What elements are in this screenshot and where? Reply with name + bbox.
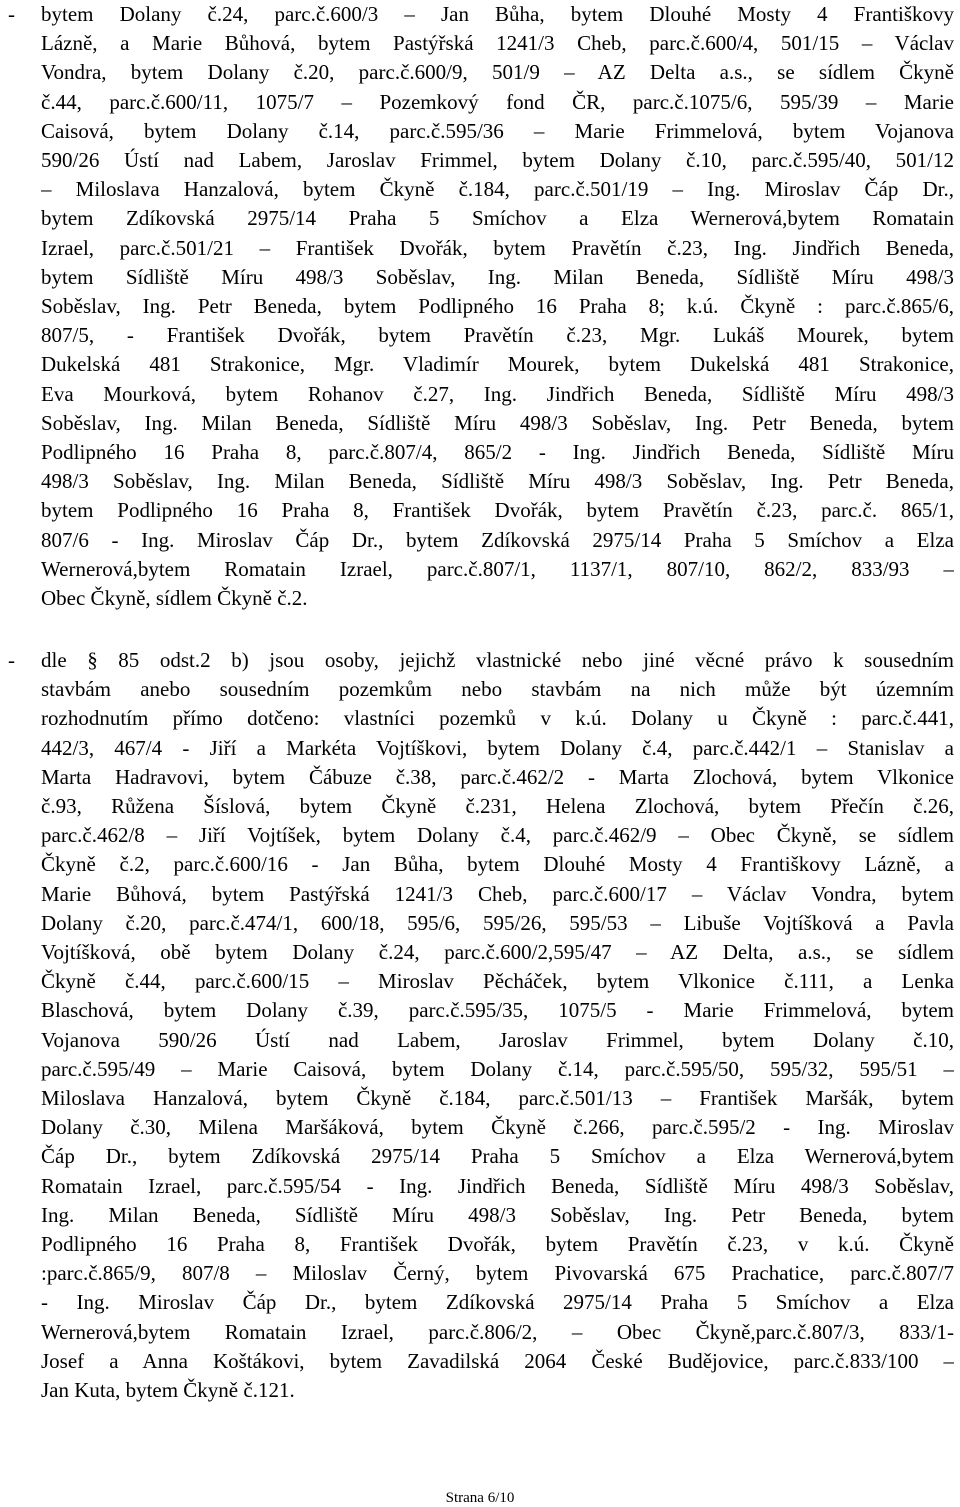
text-line: Podlipného 16 Praha 8, parc.č.807/4, 865/2 - Ing. Jindřich Beneda, Sídliště Míru bbox=[41, 440, 954, 465]
list-item-continuation bbox=[0, 0, 960, 613]
text-line: - Ing. Miroslav Čáp Dr., bytem Zdíkovská 2975/14 Praha 5 Smíchov a Elza bbox=[41, 1290, 954, 1315]
text-line: rozhodnutím přímo dotčeno: vlastníci pozemků v k.ú. Dolany u Čkyně : parc.č.441, bbox=[41, 706, 954, 731]
text-line: bytem Dolany č.24, parc.č.600/3 – Jan Bůha, bytem Dlouhé Mosty 4 Františkovy bbox=[41, 2, 954, 26]
text-line: Soběslav, Ing. Milan Beneda, Sídliště Míru 498/3 Soběslav, Ing. Petr Beneda, bytem bbox=[41, 410, 954, 435]
text-line: :parc.č.865/9, 807/8 – Miloslav Černý, bytem Pivovarská 675 Prachatice, parc.č.807/7 bbox=[41, 1261, 954, 1286]
text-line: Lázně, a Marie Bůhová, bytem Pastýřská 1241/3 Cheb, parc.č.600/4, 501/15 – Václav bbox=[41, 31, 954, 56]
text-line: Caisová, bytem Dolany č.14, parc.č.595/36 – Marie Frimmelová, bytem Vojanova bbox=[41, 118, 954, 143]
list-bullet: - bbox=[8, 2, 15, 26]
text-line: – Miloslava Hanzalová, bytem Čkyně č.184, parc.č.501/19 – Ing. Miroslav Čáp Dr., bbox=[41, 177, 954, 202]
text-line: parc.č.595/49 – Marie Caisová, bytem Dolany č.14, parc.č.595/50, 595/32, 595/51 – bbox=[41, 1056, 954, 1081]
text-line: Čkyně č.44, parc.č.600/15 – Miroslav Pěcháček, bytem Vlkonice č.111, a Lenka bbox=[41, 969, 954, 994]
text-line: 807/5, - František Dvořák, bytem Pravětín č.23, Mgr. Lukáš Mourek, bytem bbox=[41, 323, 954, 348]
text-line: bytem Zdíkovská 2975/14 Praha 5 Smíchov a Elza Wernerová,bytem Romatain bbox=[41, 206, 954, 231]
text-line: Čáp Dr., bytem Zdíkovská 2975/14 Praha 5 Smíchov a Elza Wernerová,bytem bbox=[41, 1144, 954, 1169]
text-line: Wernerová,bytem Romatain Izrael, parc.č.806/2, – Obec Čkyně,parc.č.807/3, 833/1- bbox=[41, 1319, 954, 1344]
text-line: Romatain Izrael, parc.č.595/54 - Ing. Jindřich Beneda, Sídliště Míru 498/3 Soběslav, bbox=[41, 1173, 954, 1198]
text-line: stavbám anebo sousedním pozemkům nebo stavbám na nich může být územním bbox=[41, 677, 954, 702]
list-bullet: - bbox=[8, 648, 15, 672]
text-line: bytem Sídliště Míru 498/3 Soběslav, Ing. Milan Beneda, Sídliště Míru 498/3 bbox=[41, 264, 954, 289]
text-line: č.44, parc.č.600/11, 1075/7 – Pozemkový fond ČR, parc.č.1075/6, 595/39 – Marie bbox=[41, 89, 954, 114]
text-line: Vojtíšková, obě bytem Dolany č.24, parc.č.600/2,595/47 – AZ Delta, a.s., se sídlem bbox=[41, 940, 954, 965]
text-line: bytem Podlipného 16 Praha 8, František Dvořák, bytem Pravětín č.23, parc.č. 865/1, bbox=[41, 498, 954, 523]
text-line: Podlipného 16 Praha 8, František Dvořák, bytem Pravětín č.23, v k.ú. Čkyně bbox=[41, 1232, 954, 1257]
text-line: Jan Kuta, bytem Čkyně č.121. bbox=[41, 1378, 295, 1403]
text-line: Izrael, parc.č.501/21 – František Dvořák, bytem Pravětín č.23, Ing. Jindřich Beneda, bbox=[41, 235, 954, 260]
page-number-footer: Strana 6/10 bbox=[445, 1490, 515, 1506]
text-line: dle § 85 odst.2 b) jsou osoby, jejichž vlastnické nebo jiné věcné právo k sousedním bbox=[41, 648, 954, 672]
text-line: Soběslav, Ing. Petr Beneda, bytem Podlipného 16 Praha 8; k.ú. Čkyně : parc.č.865/6, bbox=[41, 294, 954, 319]
text-line: Miloslava Hanzalová, bytem Čkyně č.184, parc.č.501/13 – František Maršák, bytem bbox=[41, 1086, 954, 1111]
text-line: Vondra, bytem Dolany č.20, parc.č.600/9, 501/9 – AZ Delta a.s., se sídlem Čkyně bbox=[41, 60, 954, 85]
text-line: 807/6 - Ing. Miroslav Čáp Dr., bytem Zdíkovská 2975/14 Praha 5 Smíchov a Elza bbox=[41, 527, 954, 552]
text-line: parc.č.462/8 – Jiří Vojtíšek, bytem Dolany č.4, parc.č.462/9 – Obec Čkyně, se sídlem bbox=[41, 823, 954, 848]
paragraph-text bbox=[0, 646, 960, 1405]
paragraph-text bbox=[0, 0, 960, 613]
text-line: Josef a Anna Koštákovi, bytem Zavadilská 2064 České Budějovice, parc.č.833/100 – bbox=[41, 1348, 954, 1373]
text-line: Obec Čkyně, sídlem Čkyně č.2. bbox=[41, 586, 308, 611]
text-line: Vojanova 590/26 Ústí nad Labem, Jaroslav Frimmel, bytem Dolany č.10, bbox=[41, 1027, 954, 1052]
text-line: Marta Hadravovi, bytem Čábuze č.38, parc.č.462/2 - Marta Zlochová, bytem Vlkonice bbox=[41, 764, 954, 789]
text-line: Čkyně č.2, parc.č.600/16 - Jan Bůha, bytem Dlouhé Mosty 4 Františkovy Lázně, a bbox=[41, 852, 954, 877]
text-line: Dukelská 481 Strakonice, Mgr. Vladimír Mourek, bytem Dukelská 481 Strakonice, bbox=[41, 352, 954, 377]
text-line: 442/3, 467/4 - Jiří a Markéta Vojtíškovi, bytem Dolany č.4, parc.č.442/1 – Stanislav a bbox=[41, 735, 954, 760]
text-line: Dolany č.20, parc.č.474/1, 600/18, 595/6, 595/26, 595/53 – Libuše Vojtíšková a Pavla bbox=[41, 910, 954, 935]
text-line: Wernerová,bytem Romatain Izrael, parc.č.807/1, 1137/1, 807/10, 862/2, 833/93 – bbox=[41, 556, 954, 581]
text-line: 590/26 Ústí nad Labem, Jaroslav Frimmel, bytem Dolany č.10, parc.č.595/40, 501/12 bbox=[41, 148, 954, 173]
text-line: 498/3 Soběslav, Ing. Milan Beneda, Sídliště Míru 498/3 Soběslav, Ing. Petr Beneda, bbox=[41, 469, 954, 494]
text-line: Dolany č.30, Milena Maršáková, bytem Čkyně č.266, parc.č.595/2 - Ing. Miroslav bbox=[41, 1115, 954, 1140]
list-item-neighbours bbox=[0, 646, 960, 1405]
text-line: Marie Bůhová, bytem Pastýřská 1241/3 Cheb, parc.č.600/17 – Václav Vondra, bytem bbox=[41, 881, 954, 906]
text-line: č.93, Růžena Šíslová, bytem Čkyně č.231, Helena Zlochová, bytem Přečín č.26, bbox=[41, 794, 954, 819]
text-line: Eva Mourková, bytem Rohanov č.27, Ing. Jindřich Beneda, Sídliště Míru 498/3 bbox=[41, 381, 954, 406]
text-line: Blaschová, bytem Dolany č.39, parc.č.595/35, 1075/5 - Marie Frimmelová, bytem bbox=[41, 998, 954, 1023]
text-line: Ing. Milan Beneda, Sídliště Míru 498/3 Soběslav, Ing. Petr Beneda, bytem bbox=[41, 1202, 954, 1227]
